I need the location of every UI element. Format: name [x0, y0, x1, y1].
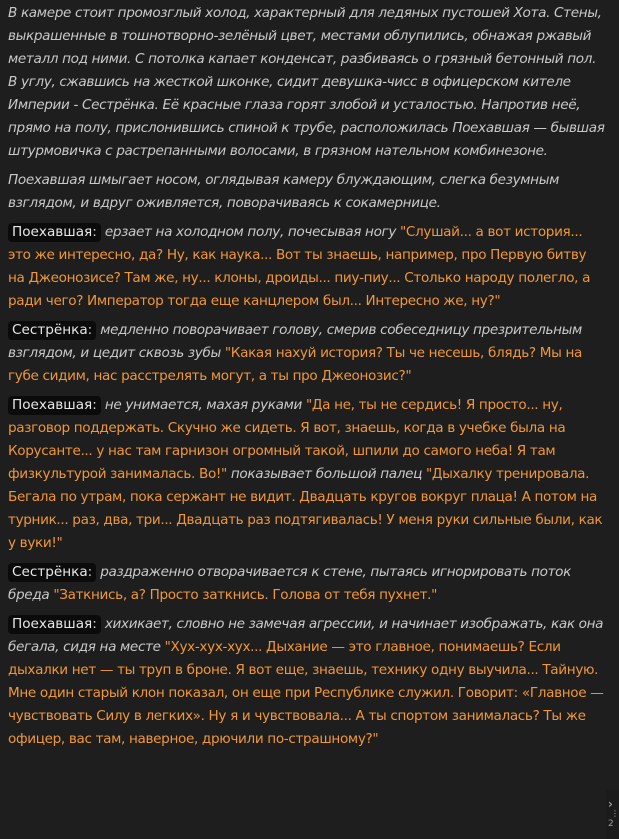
message	[8, 613, 606, 751]
action-text: хихикает, словно не замечая агрессии, и начинает изображать, как она бегала, сидя на месте	[8, 616, 604, 655]
speaker-tag: Поехавшая:	[8, 223, 101, 242]
speaker-tag: Сестрёнка:	[8, 321, 96, 340]
action-text: ерзает на холодном полу, почесывая ногу	[104, 224, 401, 240]
speech-text: "Какая нахуй история? Ты че несешь, блядь? Мы на губе сидим, нас расстрелять могут, а ты про Джеонозис?"	[8, 345, 582, 384]
speaker-name: Поехавшая	[12, 224, 93, 240]
speaker-tag: Поехавшая:	[8, 396, 101, 415]
action-text: показывает большой палец	[226, 466, 426, 482]
speech-text: "Да не, ты не сердись! Я просто... ну, разговор поддержать. Скучно же сидеть. Я вот, знаешь, когда в учебке была на Корусанте... у нас там гарнизон огромный такой, шпили до самого неба! Я там физкультурой занималась. Во!"	[8, 397, 566, 482]
message	[8, 319, 606, 388]
speaker-name: Сестрёнка	[12, 322, 88, 338]
speech-text: "Дыхалку тренировала. Бегала по утрам, пока сержант не видит. Двадцать кругов вокруг плаца! А потом на турник... раз, два, три... Двадцать раз подтягивалась! У меня руки сильные были, как у вуки!"	[8, 466, 603, 551]
chat-log	[8, 2, 606, 757]
message	[8, 561, 606, 607]
speaker-name: Поехавшая	[12, 616, 93, 632]
action-text: раздраженно отворачивается к стене, пытаясь игнорировать поток бреда	[8, 564, 571, 603]
narration-paragraph: В камере стоит промозглый холод, характерный для ледяных пустошей Хота. Стены, выкрашенные в тошнотворно-зелёный цвет, местами облупились, обнажая ржавый металл под ними. С потолка капает конденсат, разбиваясь о грязный бетонный пол. В углу, сжавшись на жесткой шконке, сидит девушка-чисс в офицерском кителе Империи - Сестрёнка. Её красные глаза горят злобой и усталостью. Напротив неё, прямо на полу, прислонившись спиной к трубе, расположилась Поехавшая — бывшая штурмовичка с растрепанными волосами, в грязном нательном комбинезоне.	[8, 5, 605, 159]
speaker-name: Поехавшая	[12, 397, 93, 413]
action-text: медленно поворачивает голову, смерив собеседницу презрительным взглядом, и цедит сквозь зубы	[8, 322, 582, 361]
page-nav	[606, 790, 619, 839]
speaker-tag: Поехавшая:	[8, 615, 101, 634]
message	[8, 221, 606, 313]
speech-text: "Хух-хух-хух... Дыхание — это главное, понимаешь? Если дыхалки нет — ты труп в броне. Я вот еще, знаешь, технику одну выучила... Тайную. Мне один старый клон показал, он еще при Республике служил. Говорит: «Главное — чувствовать Силу в легких». Ну я и чувствовала... А ты спортом занималась? Ты же офицер, вас там, наверное, дрючили по-страшному?"	[8, 639, 604, 747]
chevron-right-icon[interactable]: ›	[608, 797, 613, 811]
page-number: 2	[608, 819, 614, 829]
more-options-icon[interactable]: ⋮	[611, 809, 619, 818]
action-text: не унимается, махая руками	[104, 397, 306, 413]
speech-text: "Слушай... а вот история... это же интересно, да? Ну, как наука... Вот ты знаешь, например, про Первую битву на Джеонозисе? Там же, ну... клоны, дроиды... пиу-пиу... Столько народу полегло, а ради чего? Император тогда еще канцлером был... Интересно же, ну?"	[8, 224, 591, 309]
speaker-tag: Сестрёнка:	[8, 563, 96, 582]
speaker-name: Сестрёнка	[12, 564, 88, 580]
speech-text: "Заткнись, а? Просто заткнись. Голова от тебя пухнет."	[53, 587, 438, 603]
message	[8, 394, 606, 555]
narration-paragraph: Поехавшая шмыгает носом, оглядывая камеру блуждающим, слегка безумным взглядом, и вдруг оживляется, поворачиваясь к сокамернице.	[8, 172, 560, 211]
